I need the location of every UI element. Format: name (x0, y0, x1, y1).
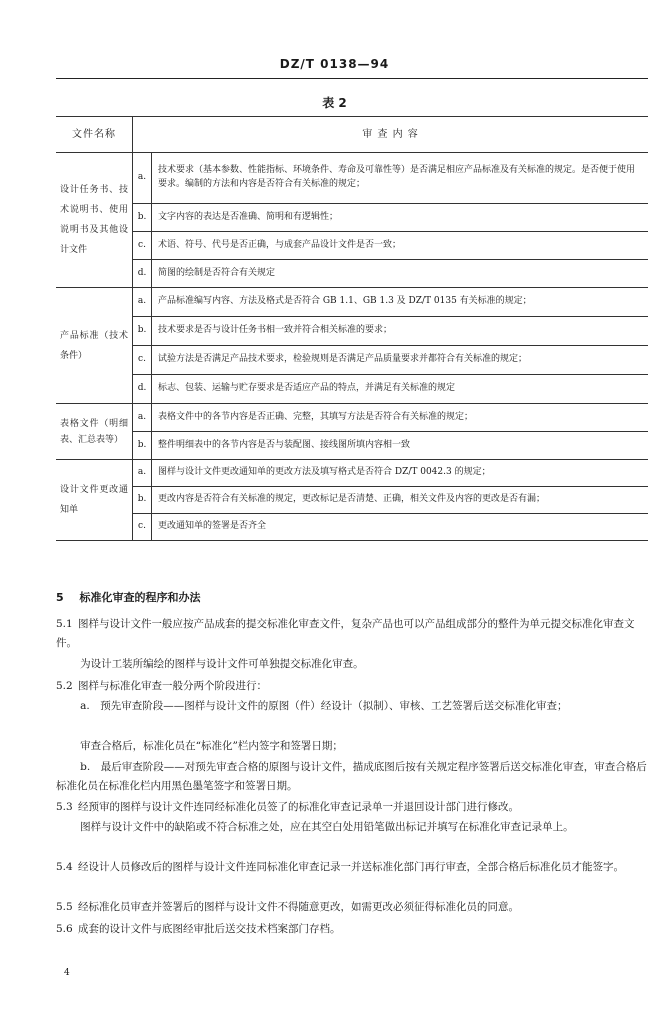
item-letter: b. (133, 204, 152, 232)
section-heading (56, 589, 201, 605)
clause-number: 5.6 (56, 923, 73, 935)
paragraph-5-6 (56, 920, 648, 939)
clause-number: 5.5 (56, 901, 73, 913)
table-row (56, 404, 648, 432)
clause-number: 5.3 (56, 801, 73, 813)
item-content: 试验方法是否满足产品技术要求，检验规则是否满足产品质量要求并都符合有关标准的规定； (152, 346, 649, 375)
item-letter: b. (133, 487, 152, 514)
clause-text: 经预审的图样与设计文件连同经标准化员签了的标准化审查记录单一并退回设计部门进行修改。 (78, 801, 519, 813)
table-row (56, 432, 648, 460)
item-letter: a. (133, 404, 152, 432)
category-change-notice: 设计文件更改通知单 (56, 460, 133, 541)
clause-text: 经标准化员审查并签署后的图样与设计文件不得随意更改，如需更改必须征得标准化员的同意。 (78, 901, 519, 913)
item-content: 简图的绘制是否符合有关规定 (152, 260, 649, 288)
paragraph-5-2 (56, 677, 648, 696)
paragraph-5-4 (56, 858, 648, 877)
item-letter: c. (133, 232, 152, 260)
paragraph-5-2-b: b. 最后审查阶段——对预先审查合格的原图与设计文件，描成底图后按有关规定程序签署后送交标准化审查，审查合格后标准化员在标准化栏内用黑色墨笔签字和签署日期。 (56, 761, 647, 792)
table-caption: 表 2 (322, 96, 347, 110)
table-row (56, 317, 648, 346)
item-letter: a. (133, 288, 152, 317)
column-header-review-content: 审 查 内 容 (133, 117, 649, 153)
item-content: 技术要求（基本参数、性能指标、环境条件、寿命及可靠性等）是否满足相应产品标准及有关标准的规定。是否便于使用要求。编制的方法和内容是否符合有关标准的规定； (152, 153, 649, 204)
section-number: 5 (56, 591, 64, 604)
item-content: 整件明细表中的各节内容是否与装配图、接线图所填内容相一致 (152, 432, 649, 460)
clause-text: 成套的设计文件与底图经审批后送交技术档案部门存档。 (78, 923, 341, 935)
item-content: 表格文件中的各节内容是否正确、完整，其填写方法是否符合有关标准的规定； (152, 404, 649, 432)
item-letter: c. (133, 346, 152, 375)
table-row (56, 260, 648, 288)
item-letter: c. (133, 514, 152, 541)
item-content: 图样与设计文件更改通知单的更改方法及填写格式是否符合 DZ/T 0042.3 的规定； (152, 460, 649, 487)
clause-number: 5.1 (56, 618, 73, 630)
clause-number: 5.2 (56, 680, 73, 692)
item-letter: a. (133, 153, 152, 204)
header-rule (56, 78, 648, 79)
table-row (56, 514, 648, 541)
item-content: 更改通知单的签署是否齐全 (152, 514, 649, 541)
paragraph-5-3-b: 图样与设计文件中的缺陷或不符合标准之处，应在其空白处用铅笔做出标记并填写在标准化审查记录单上。 (80, 821, 574, 833)
clause-number: 5.4 (56, 861, 73, 873)
table-row (56, 232, 648, 260)
item-content: 术语、符号、代号是否正确，与成套产品设计文件是否一致； (152, 232, 649, 260)
table-row (56, 346, 648, 375)
clause-text: 经设计人员修改后的图样与设计文件连同标准化审查记录一并送标准化部门再行审查，全部合格后标准化员才能签字。 (78, 861, 624, 873)
category-product-standard: 产品标准（技术条件） (56, 288, 133, 404)
paragraph-5-2-a2: 审查合格后，标准化员在“标准化”栏内签字和签署日期； (80, 740, 343, 752)
paragraph-5-1-b: 为设计工装所编绘的图样与设计文件可单独提交标准化审查。 (80, 658, 364, 670)
paragraph-5-3 (56, 798, 648, 817)
document-code-header: DZ/T 0138—94 (279, 57, 390, 71)
item-content: 更改内容是否符合有关标准的规定，更改标记是否清楚、正确，相关文件及内容的更改是否有漏； (152, 487, 649, 514)
table-header-row (56, 117, 648, 153)
paragraph-5-1 (56, 615, 648, 653)
table-row (56, 487, 648, 514)
item-content: 产品标准编写内容、方法及格式是否符合 GB 1.1、GB 1.3 及 DZ/T 0135 有关标准的规定； (152, 288, 649, 317)
category-design-docs: 设计任务书、技术说明书、使用说明书及其他设计文件 (56, 153, 133, 288)
paragraph-5-2-a: a. 预先审查阶段——图样与设计文件的原图（件）经设计（拟制）、审核、工艺签署后送交标准化审查； (80, 700, 568, 712)
item-letter: b. (133, 317, 152, 346)
table-row (56, 460, 648, 487)
page-number: 4 (64, 968, 70, 978)
item-content: 文字内容的表达是否准确、简明和有逻辑性； (152, 204, 649, 232)
paragraph-5-5 (56, 898, 648, 917)
table-row (56, 288, 648, 317)
table-row (56, 375, 648, 404)
table-row (56, 153, 648, 204)
column-header-file-name: 文件名称 (56, 117, 133, 153)
review-content-table (56, 116, 648, 541)
item-letter: a. (133, 460, 152, 487)
category-tabular-docs: 表格文件（明细表、汇总表等） (56, 404, 133, 460)
clause-text: 图样与设计文件一般应按产品成套的提交标准化审查文件，复杂产品也可以产品组成部分的整件为单元提交标准化审查文件。 (56, 618, 635, 649)
table-row (56, 204, 648, 232)
clause-text: 图样与标准化审查一般分两个阶段进行： (78, 680, 267, 692)
item-letter: d. (133, 260, 152, 288)
section-title: 标准化审查的程序和办法 (79, 591, 201, 604)
item-letter: b. (133, 432, 152, 460)
item-letter: d. (133, 375, 152, 404)
item-content: 标志、包装、运输与贮存要求是否适应产品的特点，并满足有关标准的规定 (152, 375, 649, 404)
item-content: 技术要求是否与设计任务书相一致并符合相关标准的要求； (152, 317, 649, 346)
